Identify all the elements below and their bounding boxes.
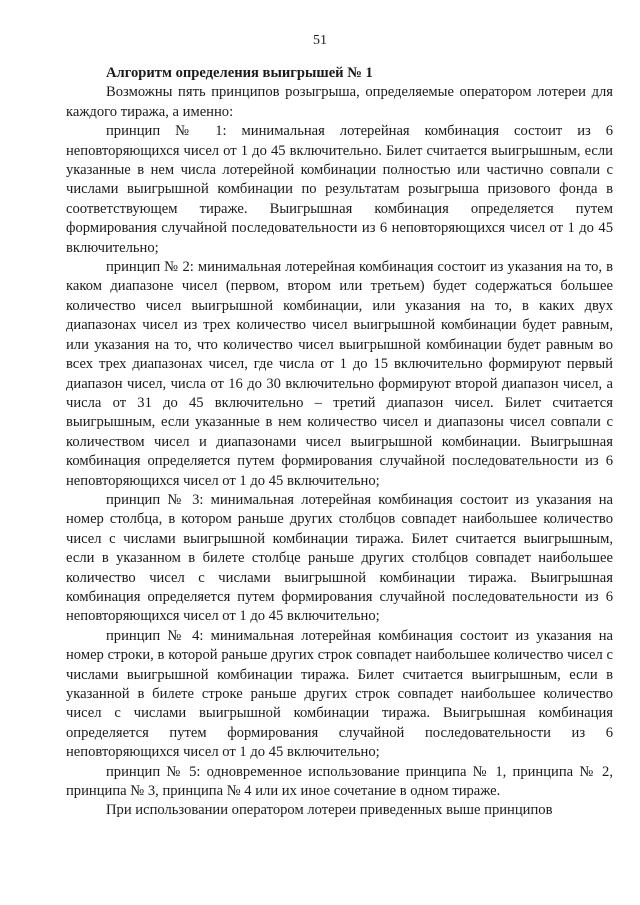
paragraph-principle-5: принцип № 5: одновременное использование принципа № 1, принципа № 2, принципа № 3, принципа № 4 или их иное сочетание в одном тираже. — [66, 763, 613, 800]
paragraph-principle-1: принцип № 1: минимальная лотерейная комбинация состоит из 6 неповторяющихся чисел от 1 до 45 включительно. Билет считается выигрышным, если указанные в нем числа лотерейной комбинации полностью или частично совпали с числами выигрышной комбинации по результатам розыгрыша призового фонда в соответствующем тираже. Выигрышная комбинация определяется путем формирования случайной последовательности из 6 неповторяющихся чисел от 1 до 45 включительно; — [66, 123, 613, 256]
document-body — [66, 64, 613, 821]
paragraph-continuation: При использовании оператором лотереи приведенных выше принципов — [106, 802, 553, 819]
section-heading: Алгоритм определения выигрышей № 1 — [106, 65, 373, 81]
paragraph-principle-2: принцип № 2: минимальная лотерейная комбинация состоит из указания на то, в каком диапазоне чисел (первом, втором или третьем) будет содержаться большее количество чисел выигрышной комбинации, или указания на то, в каких двух диапазонах чисел из трех количество чисел выигрышной комбинации будет равным, или указания на то, что количество чисел выигрышной комбинации будет равным во всех трех диапазонах чисел, где числа от 1 до 15 включительно формируют первый диапазон чисел, числа от 16 до 30 включительно формируют второй диапазон чисел, а числа от 31 до 45 включительно – третий диапазон чисел. Билет считается выигрышным, если указанные в нем количество чисел и диапазоны чисел совпали с количеством чисел и диапазонами чисел выигрышной комбинации. Выигрышная комбинация определяется путем формирования случайной последовательности из 6 неповторяющихся чисел от 1 до 45 включительно; — [66, 259, 613, 489]
paragraph-intro: Возможны пять принципов розыгрыша, определяемые оператором лотереи для каждого тиража, а именно: — [66, 84, 613, 120]
page-number: 51 — [313, 33, 327, 48]
paragraph-principle-4: принцип № 4: минимальная лотерейная комбинация состоит из указания на номер строки, в которой раньше других строк совпадет наибольшее количество чисел с числами выигрышной комбинации тиража. Билет считается выигрышным, если в указанной в билете строке раньше других строк совпадет наибольшее количество чисел с числами выигрышной комбинации тиража. Выигрышная комбинация определяется путем формирования случайной последовательности из 6 неповторяющихся чисел от 1 до 45 включительно; — [66, 627, 613, 761]
paragraph-principle-3: принцип № 3: минимальная лотерейная комбинация состоит из указания на номер столбца, в котором раньше других столбцов совпадет наибольшее количество чисел с числами выигрышной комбинации тиража. Билет считается выигрышным, если в указанном в билете столбце раньше других столбцов совпадет наибольшее количество чисел с числами выигрышной комбинации тиража. Выигрышная комбинация определяется путем формирования случайной последовательности из 6 неповторяющихся чисел от 1 до 45 включительно; — [66, 491, 613, 625]
